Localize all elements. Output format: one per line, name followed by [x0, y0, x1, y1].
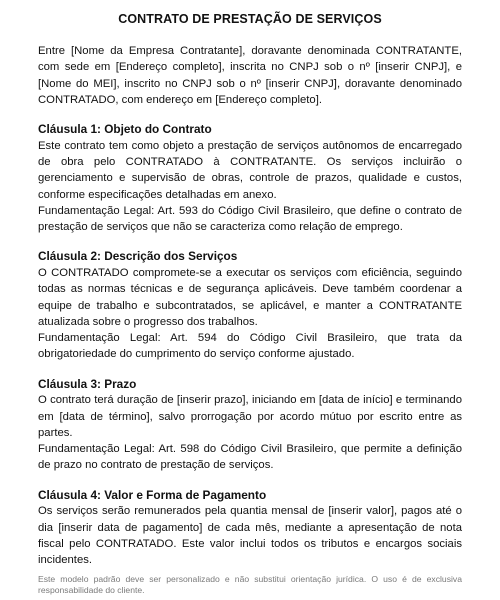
clause-body: O contrato terá duração de [inserir prazo], iniciando em [data de início] e terminando em [data de término], salvo prorrogação por acordo mútuo por escrito entre as partes. — [38, 394, 462, 439]
disclaimer-note: Este modelo padrão deve ser personalizado e não substitui orientação jurídica. O uso é de exclusiva responsabilidade do cliente. — [38, 574, 462, 595]
clause-body: O CONTRATADO compromete-se a executar os serviços com eficiência, seguindo todas as normas técnicas e de segurança aplicáveis. Deve também coordenar a equipe de trabalho e subcontratados, se aplicável, e manter a CONTRATANTE atualizada sobre o progresso dos trabalhos. — [38, 266, 462, 328]
clause-heading: Cláusula 4: Valor e Forma de Pagamento — [38, 487, 267, 502]
clause-3 — [38, 376, 462, 474]
clause-legal-basis: Fundamentação Legal: Art. 593 do Código Civil Brasileiro, que define o contrato de prestação de serviços que não se caracteriza como relação de emprego. — [38, 204, 462, 234]
document-title: CONTRATO DE PRESTAÇÃO DE SERVIÇOS — [118, 12, 382, 26]
clause-4 — [38, 487, 462, 569]
clause-heading: Cláusula 2: Descrição dos Serviços — [38, 249, 238, 264]
clause-2 — [38, 248, 462, 362]
clause-1 — [38, 121, 462, 235]
clause-legal-basis: Fundamentação Legal: Art. 598 do Código Civil Brasileiro, que permite a definição de prazo no contrato de prestação de serviços. — [38, 443, 462, 472]
clause-body: Este contrato tem como objeto a prestação de serviços autônomos de encarregado de obra pelo CONTRATADO à CONTRATANTE. Os serviços incluirão o gerenciamento e supervisão de obras, controle de prazos, qualidade e custos, conforme especificações detalhadas em anexo. — [38, 139, 462, 201]
clause-body: Os serviços serão remunerados pela quantia mensal de [inserir valor], pagos até o dia [inserir data de pagamento] de cada mês, mediante a apresentação de nota fiscal pelo CONTRATADO. Este valor inclui todos os tributos e encargos sociais incidentes. — [38, 505, 462, 567]
clause-heading: Cláusula 3: Prazo — [38, 376, 137, 391]
clause-legal-basis: Fundamentação Legal: Art. 594 do Código Civil Brasileiro, que trata da obrigatoriedade do cumprimento do serviço conforme ajustado. — [38, 332, 462, 361]
clause-heading: Cláusula 1: Objeto do Contrato — [38, 122, 212, 137]
intro-paragraph: Entre [Nome da Empresa Contratante], doravante denominada CONTRATANTE, com sede em [Endereço completo], inscrita no CNPJ sob o nº [inserir CNPJ], e [Nome do MEI], inscrito no CNPJ sob o nº [inserir CNPJ], doravante denominado CONTRATADO, com endereço em [Endereço completo]. — [38, 45, 462, 106]
